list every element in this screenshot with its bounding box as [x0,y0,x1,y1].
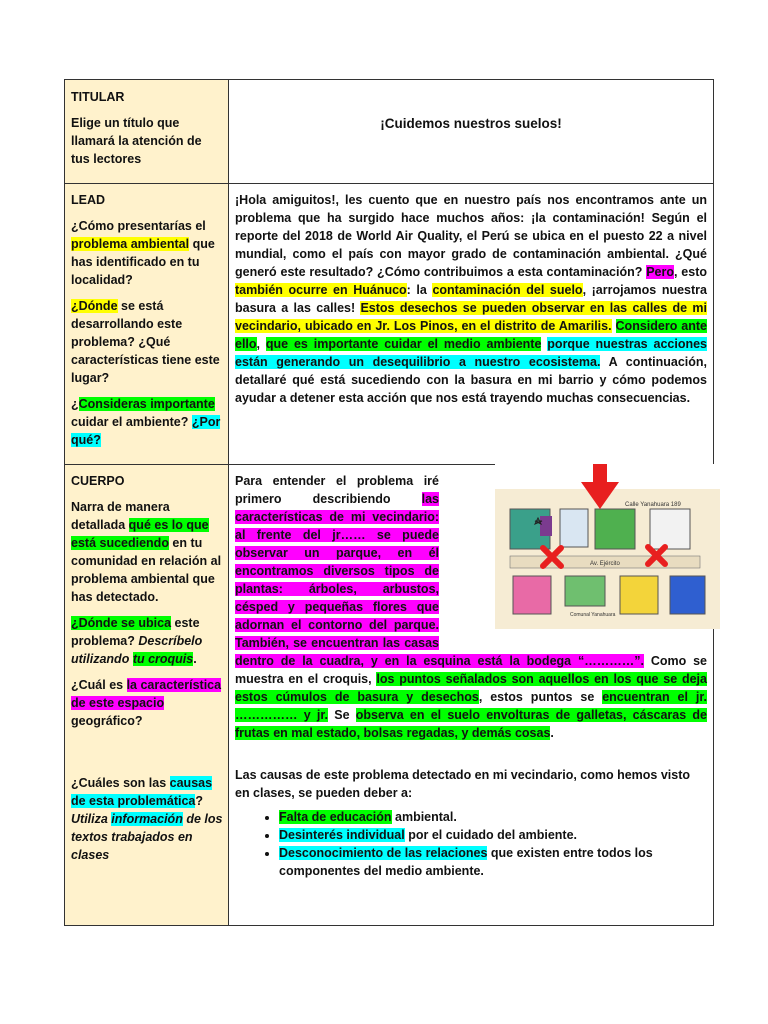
lead-question-3: ¿Consideras importante cuidar el ambiente? ¿Por qué? [71,397,221,447]
croquis-svg [495,464,720,629]
lead-label: LEAD [71,193,106,207]
map-street-top: Calle Yanahuara 189 [625,502,681,508]
worksheet-table [64,79,714,926]
cuerpo-label: CUERPO [71,474,125,488]
map-block-pink [513,576,551,614]
lead-cell [71,191,223,457]
cuerpo-question-4: ¿Cuáles son las causas de esta problemática? Utiliza información de los textos trabajados en clases [71,776,223,862]
cuerpo-cell [71,472,223,872]
map-park [595,509,635,549]
causes-intro: Las causas de este problema detectado en mi vecindario, como hemos visto en clases, se pueden deber a: [235,768,691,800]
titular-cell [71,88,223,176]
cause-item-2: • Desinterés individual por el cuidado del ambiente. [279,826,707,844]
map-block-yellow [620,576,658,614]
lead-paragraph: ¡Hola amiguitos!, les cuento que en nuestro país nos encontramos ante un problema que ha surgido hace muchos años: ¡la contaminación! Según el reporte del 2018 de World Air Quality, el Perú se ubica en el puesto 22 a nivel mundial, como el país con mayor grado de contaminación ambiental. ¿Qué generó este resultado? ¿Cómo contribuimos a esta contaminación? Pero, esto también ocurre en Huánuco: la contaminación del suelo, ¡arrojamos nuestra basura a las calles! Estos desechos se pueden observar en las calles de mi vecindario, ubicado en Jr. Los Pinos, en el distrito de Amarilis. Considero ante ello, que es importante cuidar el medio ambiente porque nuestras acciones están generando un desequilibrio a nuestro ecosistema. A continuación, detallaré qué está sucediendo con la basura en mi barrio y cómo podemos ayudar a detener esta acción que nos está trayendo muchas consecuencias. [235,193,708,405]
map-street-mid: Av. Ejército [590,561,620,567]
map-block-bottom-label: Comunal Yanahuara [570,612,616,618]
article-title: ¡Cuidemos nuestros suelos! [380,116,562,131]
neighborhood-sketch-map [495,464,720,629]
map-block-light [560,509,588,547]
causes-list [235,808,707,880]
titular-label: TITULAR [71,90,125,104]
cuerpo-paragraph: Para entender el problema iré primero describiendo las características de mi vecindario: al frente del jr…… se puede observar un parque, en él encontramos diversos tipos de plantas: árboles, arbustos, césped y pequeñas flores que adornan el contorno del parque. También, se encuentran las casas dentro de la cuadra, y en la esquina está la bodega “…………”. Como se muestra en el croquis, los puntos señalados son aquellos en los que se deja estos cúmulos de basura y desechos, estos puntos se encuentran el jr. …………… y jr. Se observa en el suelo envolturas de galletas, cáscaras de frutas en mal estado, bolsas regadas, y demás cosas. [235,474,708,740]
titular-prompt: Elige un título que llamará la atención de tus lectores [71,116,202,166]
cuerpo-question-3: ¿Cuál es la característica de este espacio geográfico? [71,678,222,728]
cause-item-3: • Desconocimiento de las relaciones que existen entre todos los componentes del medio ambiente. [279,844,707,880]
cuerpo-question-1: Narra de manera detallada qué es lo que está sucediendo en tu comunidad en relación al problema ambiental que has detectado. [71,500,222,604]
lead-question-1: ¿Cómo presentarías el problema ambiental que has identificado en tu localidad? [71,219,215,287]
map-block-green [565,576,605,606]
row-divider-1 [65,183,713,184]
cause-item-1: • Falta de educación ambiental. [279,808,707,826]
map-block-blue [670,576,705,614]
map-block-white [650,509,690,549]
lead-question-2: ¿Dónde se está desarrollando este problema? ¿Qué características tiene este lugar? [71,299,220,385]
causes-section [235,766,707,880]
map-block-purple-small [540,516,552,536]
cuerpo-question-2: ¿Dónde se ubica este problema? Descríbelo utilizando tu croquis. [71,616,203,666]
